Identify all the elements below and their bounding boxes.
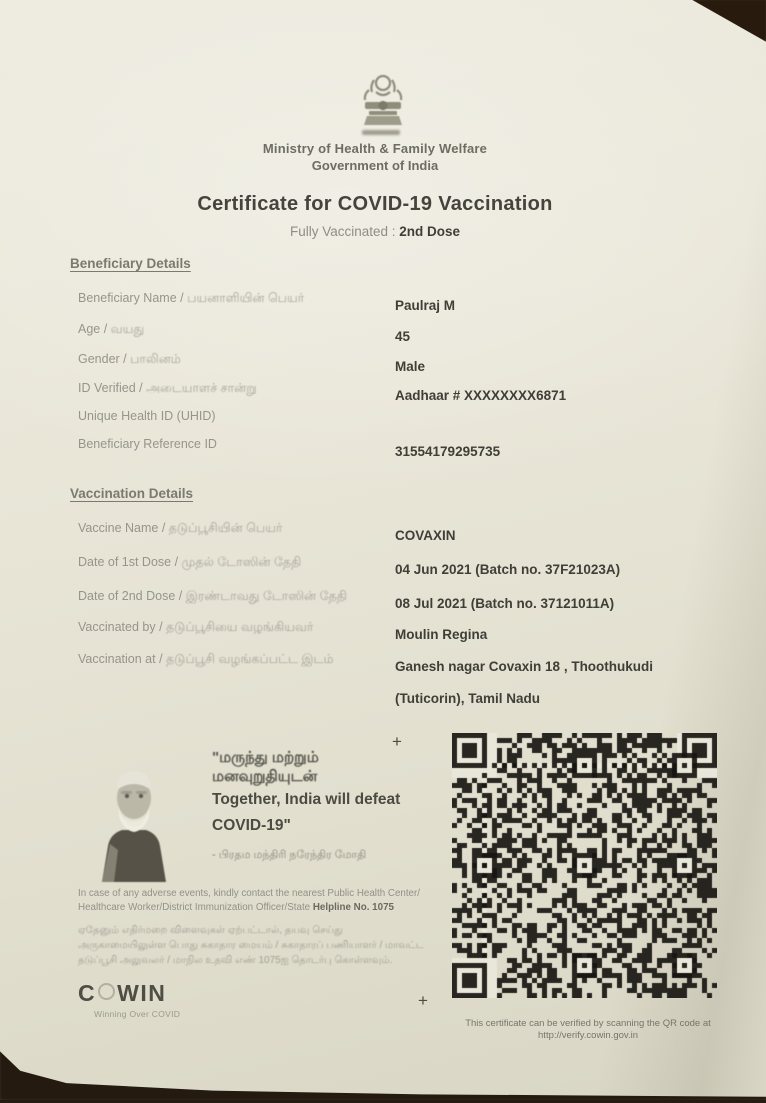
label-ta: தடுப்பூசி வழங்கப்பட்ட இடம் [166, 652, 334, 666]
helpline-number: Helpline No. 1075 [313, 902, 394, 913]
vaccine-name-value: COVAXIN [395, 520, 705, 552]
cowin-logo-o-icon [98, 983, 115, 1000]
photo-background-corner [678, 0, 766, 44]
adverse-en-line2: Healthcare Worker/District Immunization Officer/State [78, 902, 313, 913]
row-uhid [78, 409, 738, 423]
row-dose2-date [78, 589, 738, 605]
label-ta: இரண்டாவது டோஸின் தேதி [186, 589, 347, 603]
label-ta: முதல் டோஸின் தேதி [182, 555, 302, 569]
row-vaccinated-by [78, 620, 738, 636]
reference-id-value: 31554179295735 [395, 436, 705, 468]
pm-portrait [88, 760, 180, 882]
dose2-date-value: 08 Jul 2021 (Batch no. 37121011A) [395, 588, 705, 620]
crop-mark-icon: + [392, 732, 402, 752]
row-id-verified [78, 381, 738, 397]
label-en: Gender / [78, 352, 130, 366]
row-dose1-date [78, 555, 738, 571]
qr-code-container [452, 733, 717, 998]
adverse-events-note [78, 887, 426, 968]
age-value: 45 [395, 321, 705, 353]
label-en: Beneficiary Name / [78, 291, 187, 305]
quote-tamil-line2: மனவுறுதியுடன் [212, 767, 452, 786]
adverse-en-line1: In case of any adverse events, kindly contact the nearest Public Health Center/ [78, 888, 420, 899]
label-en: Date of 1st Dose / [78, 555, 182, 569]
crop-mark-icon: + [418, 991, 428, 1011]
row-age [78, 322, 738, 338]
gender-value: Male [395, 351, 705, 383]
label-en: Vaccination at / [78, 652, 166, 666]
quote-tamil-line1: "மருந்து மற்றும் [212, 748, 452, 767]
label-ta: தடுப்பூசியை வழங்கியவர் [166, 620, 313, 634]
vaccination-status [0, 224, 758, 239]
row-vaccine-name [78, 521, 738, 537]
photo-background-edge [0, 1041, 766, 1103]
label-en: Date of 2nd Dose / [78, 589, 186, 603]
adverse-ta-text: ஏதேனும் எதிர்மறை விளைவுகள் ஏற்பட்டால், தயவு செய்து அருகாமையிலுள்ள பொது சுகாதார மையம் / சுகாதாரப் பணியாளர் / மாவட்ட தடுப்பூசி அலுவலர் / மாநில உதவி எண் 1075ஐ தொடர்பு கொள்ளவும். [78, 923, 426, 968]
india-state-emblem-icon [349, 70, 417, 132]
label-ta: பாலினம் [130, 352, 181, 366]
vaccinated-by-value: Moulin Regina [395, 619, 705, 651]
certificate-title: Certificate for COVID-19 Vaccination [0, 193, 758, 216]
cowin-logo-c: C [78, 980, 96, 1006]
label-en: Age / [78, 322, 111, 336]
qr-code [452, 733, 717, 998]
label-en: Beneficiary Reference ID [78, 437, 217, 451]
label-ta: அடையாளச் சான்று [146, 381, 257, 395]
emblem-motto [362, 130, 400, 135]
status-value: 2nd Dose [399, 224, 460, 239]
government-name: Government of India [0, 158, 758, 173]
cowin-logo-win: WIN [117, 980, 166, 1006]
qr-caption-line2: http://verify.cowin.gov.in [538, 1030, 638, 1041]
id-verified-value: Aadhaar # XXXXXXXX6871 [395, 380, 705, 412]
dose1-date-value: 04 Jun 2021 (Batch no. 37F21023A) [395, 554, 705, 586]
label-ta: வயது [111, 322, 145, 336]
beneficiary-name-value: Paulraj M [395, 290, 705, 322]
label-ta: பயனாளியின் பெயர் [187, 291, 304, 305]
beneficiary-details-heading: Beneficiary Details [70, 256, 191, 271]
qr-verify-caption [438, 1018, 738, 1042]
row-gender [78, 352, 738, 368]
row-vaccination-at [78, 652, 738, 668]
status-label: Fully Vaccinated : [290, 224, 399, 239]
label-ta: தடுப்பூசியின் பெயர் [169, 521, 283, 535]
vaccination-at-value: Ganesh nagar Covaxin 18 , Thoothukudi (Tuticorin), Tamil Nadu [395, 651, 705, 715]
row-reference-id [78, 437, 738, 451]
qr-caption-line1: This certificate can be verified by scanning the QR code at [465, 1018, 711, 1029]
label-en: Vaccinated by / [78, 620, 166, 634]
row-beneficiary-name [78, 291, 738, 307]
ministry-name: Ministry of Health & Family Welfare [0, 141, 758, 156]
quote-attribution: - பிரதம மந்திரி நரேந்திர மோதி [212, 849, 452, 863]
quote-english-line2: COVID-19" [212, 817, 452, 835]
quote-english-line1: Together, India will defeat [212, 791, 452, 809]
cowin-tagline: Winning Over COVID [94, 1009, 180, 1019]
label-en: Unique Health ID (UHID) [78, 409, 216, 423]
label-en: ID Verified / [78, 381, 146, 395]
vaccination-details-heading: Vaccination Details [70, 486, 193, 501]
label-en: Vaccine Name / [78, 521, 169, 535]
cowin-logo [78, 980, 180, 1019]
pm-quote [212, 748, 452, 863]
